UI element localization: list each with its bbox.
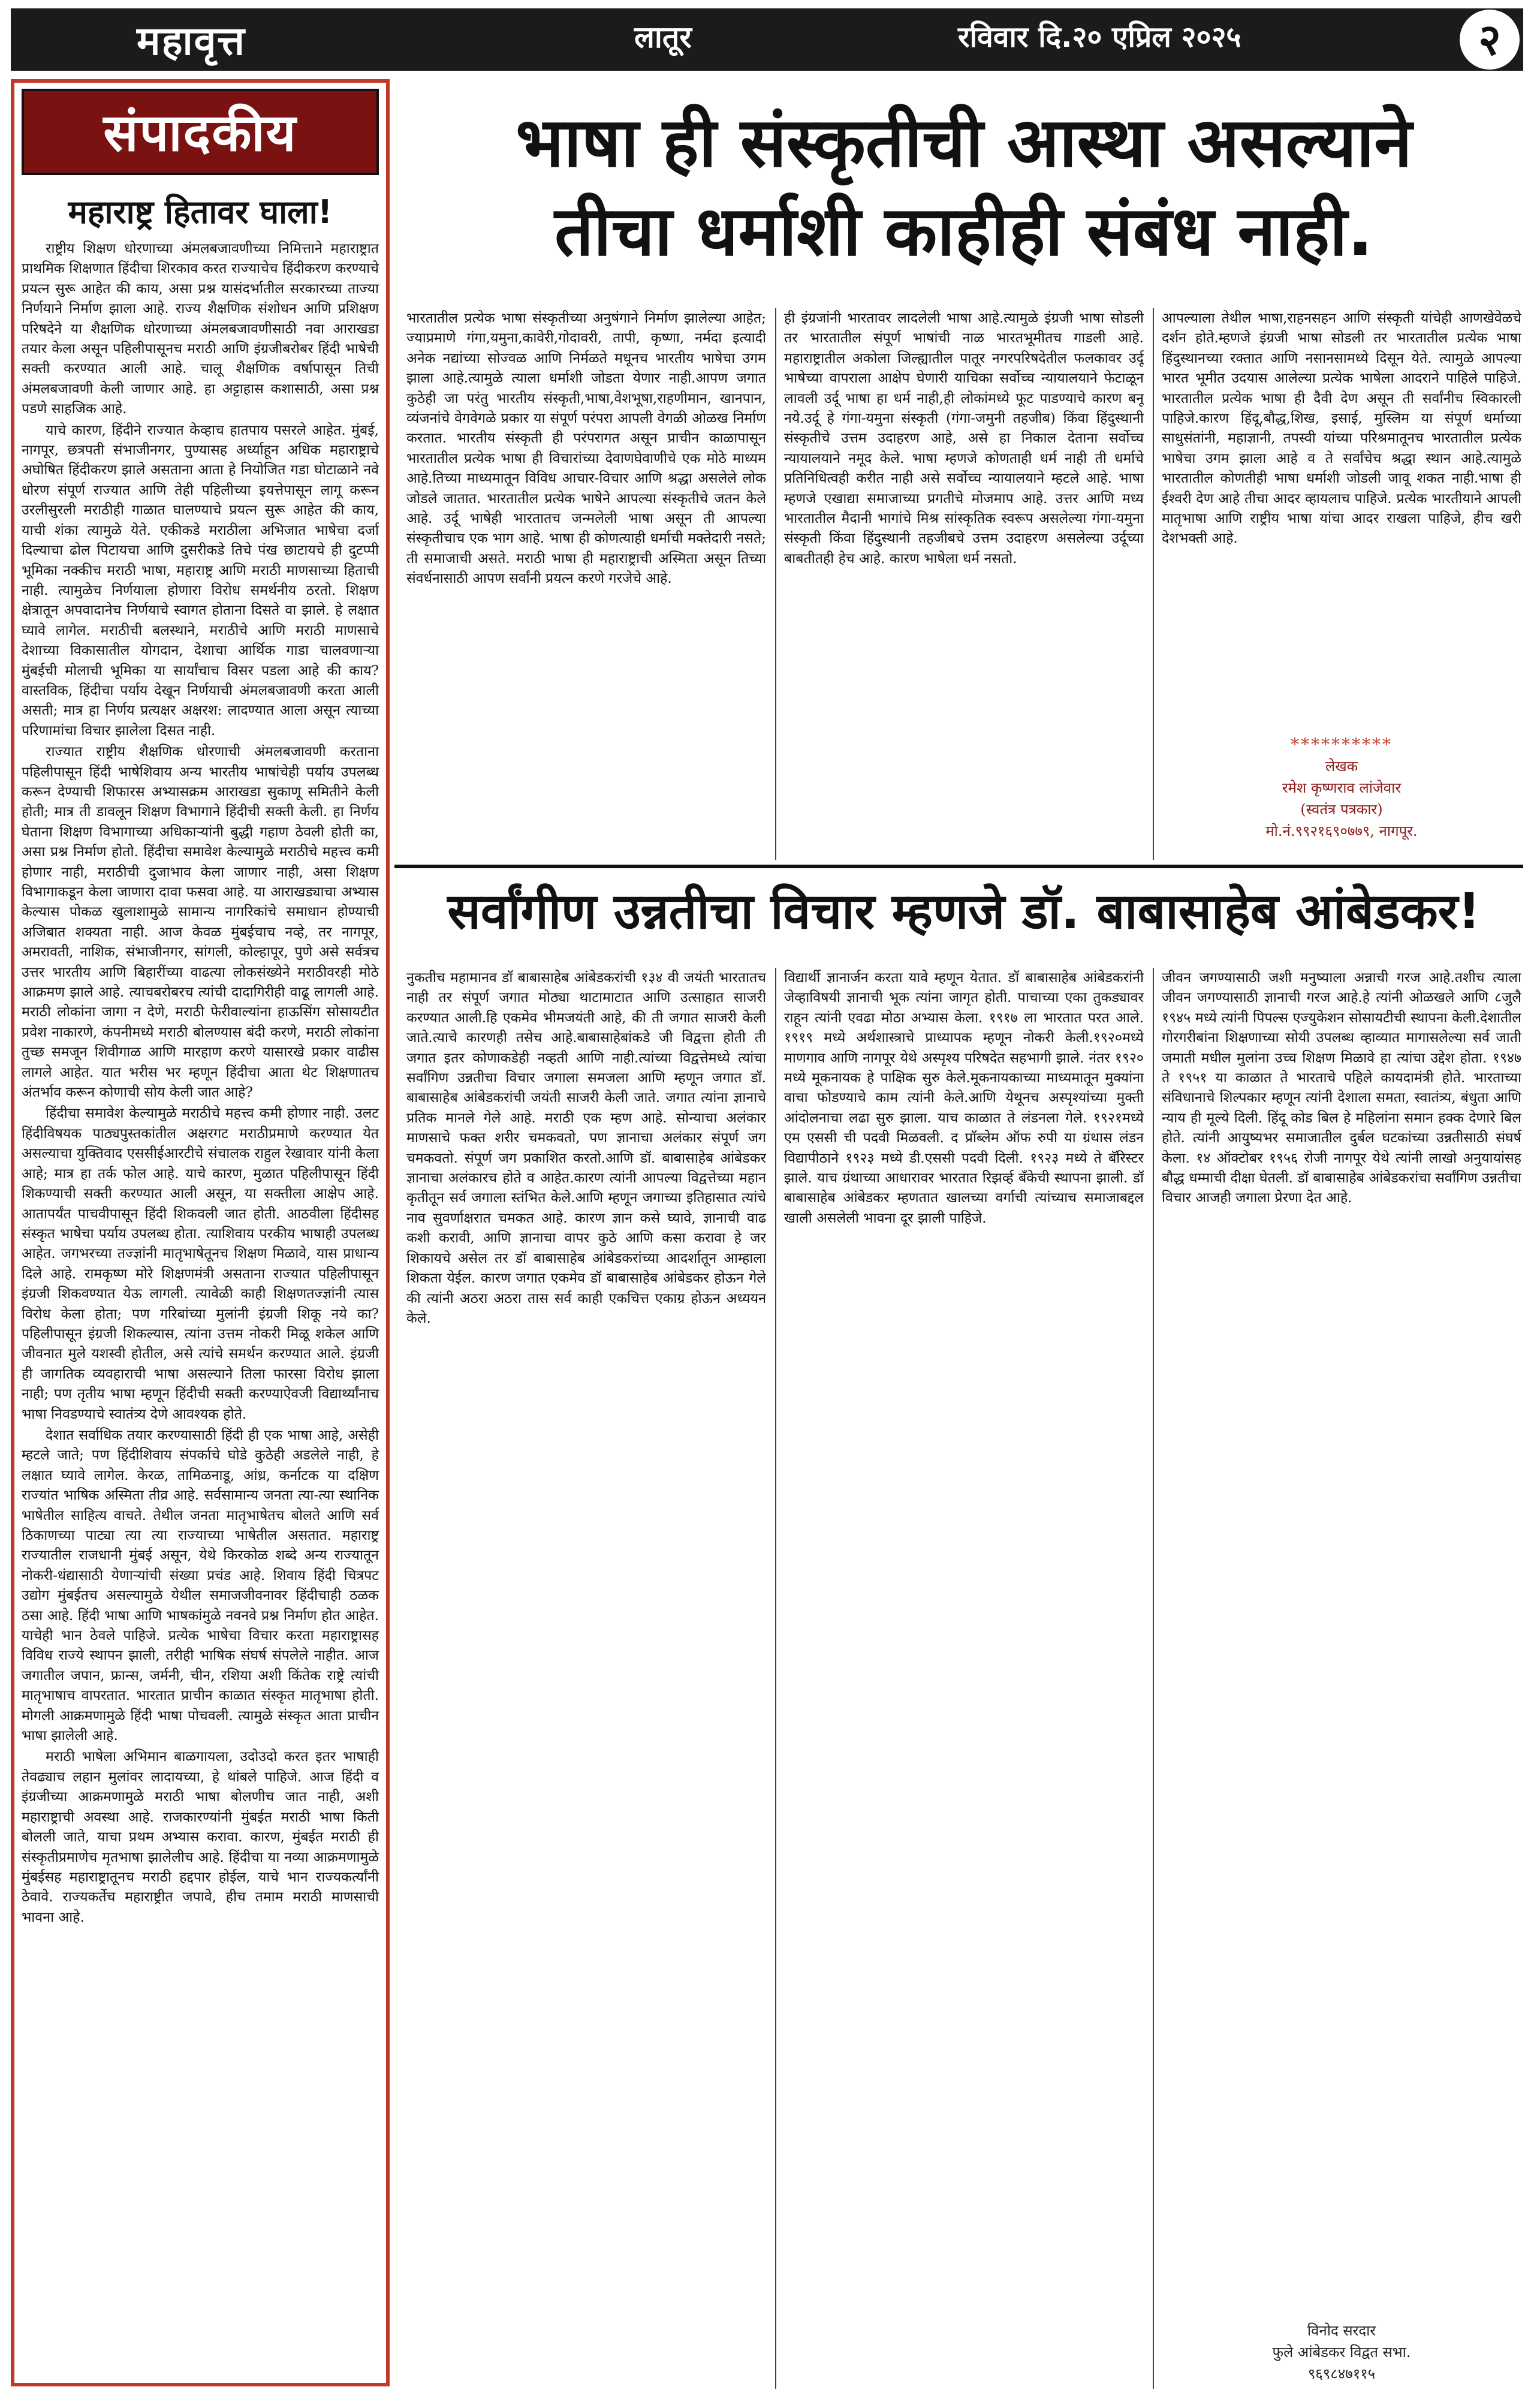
- edition-city: लातूर: [634, 20, 692, 55]
- editorial-paragraph: राष्ट्रीय शिक्षण धोरणाच्या अंमलबजावणीच्या निमित्ताने महाराष्ट्रात प्राथमिक शिक्षणात हिंदीचा शिरकाव करत राज्याचेच हिंदीकरण करण्याचे प्रयत्न सुरू आहेत की काय, असा प्रश्न यासंदर्भातील सरकारच्या ताज्या निर्णयाने निर्माण झाला आहे. राज्य शैक्षणिक संशोधन आणि प्रशिक्षण परिषदेने या शैक्षणिक धोरणाच्या अंमलबजावणीसाठी नवा आराखडा तयार केला असून पहिलीपासूनच मराठी आणि इंग्रजीबरोबर हिंदी भाषेची सक्ती करण्यात आली आहे. चालू शैक्षणिक वर्षापासून तिची अंमलबजावणी केली जाणार आहे. हा अट्टाहास कशासाठी, असा प्रश्न पडणे साहजिक आहे.: [22, 240, 379, 417]
- editorial-paragraph: देशात सर्वाधिक तयार करण्यासाठी हिंदी ही एक भाषा आहे, असेही म्हटले जाते; पण हिंदीशिवाय संपर्काचे घोडे कुठेही अडलेले नाही, हे लक्षात घ्यावे लागेल. केरळ, तामिळनाडू, आंध्र, कर्नाटक या दक्षिण राज्यांत भाषिक अस्मिता तीव्र आहे. सर्वसामान्य जनता त्या-त्या स्थानिक भाषेतील साहित्य वाचते. तेथील जनता मातृभाषेतच बोलते आणि सर्व ठिकाणच्या पाट्या त्या त्या राज्याच्या भाषेतील असतात. महाराष्ट्र राज्यातील राजधानी मुंबई असून, येथे किरकोळ शब्दे अन्य राज्यातून नोकरी-धंद्यासाठी येणाऱ्यांची संख्या प्रचंड आहे. शिवाय हिंदी चित्रपट उद्योग मुंबईतच असल्यामुळे येथील समाजजीवनावर हिंदीचाही ठळक ठसा आहे. हिंदी भाषा आणि भाषकांमुळे नवनवे प्रश्न निर्माण होत आहेत. याचेही भान ठेवले पाहिजे. प्रत्येक भाषेचा विचार करता महाराष्ट्रासह विविध राज्ये स्थापन झाली, तरीही भाषिक संघर्ष संपलेले नाहीत. आज जगातील जपान, फ्रान्स, जर्मनी, चीन, रशिया अशी किंतेक राष्ट्रे त्यांची मातृभाषाच वापरतात. भारतात प्राचीन काळात संस्कृत मातृभाषा होती. मोगली आक्रमणामुळे हिंदी भाषा पोचवली. त्यामुळे संस्कृत आता प्राचीन भाषा झालेली आहे.: [22, 1426, 379, 1744]
- issue-date: रविवार दि.२० एप्रिल २०२५: [958, 20, 1241, 54]
- article1-headline-line: भाषा ही संस्कृतीची आस्था असल्याने: [516, 103, 1412, 182]
- article2-column: विद्यार्थी ज्ञानार्जन करता यावे म्हणून येतात. डॉ बाबासाहेब आंबेडकरांनी जेव्हाविषयी ज्ञानाची भूक त्यांना जागृत होती. पाचाच्या एका तुकड्यावर राहून त्यांनी एवढा मोठा अभ्यास केला. १९१७ ला भारतात परत आले. १९१९ मध्ये अर्थशास्त्राचे प्राध्यापक म्हणून नोकरी केली.१९२०मध्ये माणगाव आणि नागपूर येथे अस्पृश्य परिषदेत सहभागी झाले. नंतर १९२० मध्ये मूकनायक हे पाक्षिक सुरु केले.मूकनायकाच्या माध्यमातून मुक्यांना वाचा फोडण्याचे काम त्यांनी केले.आणि येथूनच अस्पृश्यांच्या मुक्ती आंदोलनाचा लढा सुरु झाला. याच काळात ते लंडनला गेले. १९२१मध्ये एम एससी ची पदवी मिळवली. द प्रॉब्लेम ऑफ रुपी या ग्रंथास लंडन विद्यापीठाने १९२३ मध्ये डी.एससी पदवी दिली. १९२३ मध्ये ते बॅरिस्टर झाले. याच ग्रंथाच्या आधारावर भारतात रिझर्व्ह बँकेची स्थापना झाली. डॉ बाबासाहेब आंबेडकर म्हणतात खालच्या वर्गाची त्यांच्याच समाजाबद्दल खाली असलेली भावना दूर झाली पाहिजे.: [784, 970, 1144, 1226]
- signature-title: (स्वतंत्र पत्रकार): [1300, 801, 1383, 818]
- editorial-banner: संपादकीय: [22, 89, 379, 175]
- signature-phone: ९६९८४७११५: [1307, 2365, 1376, 2382]
- column-rule: [775, 308, 776, 860]
- page-header: [11, 8, 1523, 71]
- article-divider: [394, 865, 1523, 868]
- article1-headline: [406, 98, 1521, 276]
- signature-org: फुले आंबेडकर विद्वत सभा.: [1272, 2344, 1411, 2361]
- article1-column: आपल्याला तेथील भाषा,राहनसहन आणि संस्कृती यांचेही आणखेवेळचे दर्शन होते.म्हणजे इंग्रजी भाषा सोडली तर भारतातील प्रत्येक भाषा हिंदुस्थानच्या रक्तात आणि नसानसामध्ये दिसून येते. त्यामुळे आपल्या भारत भूमीत उदयास आलेल्या प्रत्येक भाषेला आदराने पाहिले पाहिजे. भारतातील प्रत्येक भाषा ही दैवी देण असून ती सर्वांनीच स्विकारली पाहिजे.कारण हिंदू,बौद्ध,शिख, इसाई, मुस्लिम या संपूर्ण धर्माच्या साधुसंतांनी, महाज्ञानी, तपस्वी यांच्या परिश्रमातूनच भारतातील प्रत्येक भाषेचा उगम झाला आहे व ते सर्वांचेच श्रद्धा स्थान आहे.त्यामुळे भारतातील कोणतीही भाषा धर्माशी जोडली जावू शकत नाही.भाषा ही ईश्वरी देण आहे तीचा आदर व्हायलाच पाहिजे. प्रत्येक भारतीयाने आपली मातृभाषा आणि राष्ट्रीय भाषा यांचा आदर राखला पाहिजे, हीच खरी देशभक्ती आहे.: [1162, 310, 1521, 547]
- editorial-body: [22, 239, 379, 1927]
- column-rule: [1153, 968, 1154, 2389]
- signature-stars: **********: [1291, 735, 1393, 754]
- article2-column: जीवन जगण्यासाठी जशी मनुष्याला अन्नाची गरज आहे.तशीच त्याला जीवन जगण्यासाठी ज्ञानाची गरज आहे.हे त्यांनी ओळखले आणि ८जुलै १९४५ मध्ये त्यांनी पिपल्स एज्युकेशन सोसायटीची स्थापना केली.देशातील गोरगरीबांना शिक्षणाच्या सोयी उपलब्ध व्हाव्यात मागासलेल्या सर्व जाती जमाती मधील मुलांना उच्च शिक्षण मिळावे हा त्यांचा उद्देश होता. १९४७ ते १९५१ या काळात ते भारताचे पहिले कायदामंत्री होते. भारताच्या संविधानाचे शिल्पकार म्हणून त्यांनी देशाला समता, स्वातंत्र्य, बंधुता आणि न्याय ही मूल्ये दिली. हिंदू कोड बिल हे महिलांना समान हक्क देणारे बिल होते. त्यांनी आयुष्यभर समाजातील दुर्बल घटकांच्या उन्नतीसाठी संघर्ष केला. १४ ऑक्टोबर १९५६ रोजी नागपूर येथे त्यांनी लाखो अनुयायांसह बौद्ध धम्माची दीक्षा घेतली. डॉ बाबासाहेब आंबेडकरांचा सर्वांगिण उन्नतीचा विचार आजही जगाला प्रेरणा देत आहे.: [1162, 970, 1521, 1206]
- signature-name: रमेश कृष्णराव लांजेवार: [1282, 779, 1402, 796]
- article1-column: ही इंग्रजांनी भारतावर लादलेली भाषा आहे.त्यामुळे इंग्रजी भाषा सोडली तर भारतातील संपूर्ण भाषांची नाळ भारतभूमीतच गाडली आहे. महाराष्ट्रातील अकोला जिल्ह्यातील पातूर नगरपरिषदेतील फलकावर उर्दू भाषेच्या वापराला आक्षेप घेणारी याचिका सर्वोच्च न्यायालयाने फेटाळून लावली उर्दू भाषा हा धर्म नाही,ही लोकांमध्ये फूट पाडण्याचे कारण बनू नये.उर्दू हे गंगा-यमुना संस्कृती (गंगा-जमुनी तहजीब) किंवा हिंदुस्थानी संस्कृतीचे उत्तम उदाहरण आहे, असे हा निकाल देताना सर्वोच्च न्यायालयाने नमूद केले. भाषा म्हणजे कोणताही धर्म नाही ती धर्माचे प्रतिनिधित्वही करीत नाही असे सर्वोच्च न्यायालयाने म्हटले आहे. भाषा म्हणजे एखाद्या समाजाच्या प्रगतीचे मोजमाप आहे. उत्तर आणि मध्य भारतातील मैदानी भागांचे मिश्र सांस्कृतिक स्वरूप असलेल्या गंगा-यमुना संस्कृती किंवा हिंदुस्थानी तहजीबचे उत्तम उदाहरण असलेल्या उर्दूच्या बाबतीतही हेच आहे. कारण भाषेला धर्म नसतो.: [784, 310, 1144, 567]
- signature-role: लेखक: [1325, 758, 1358, 775]
- article1-signature: [1162, 734, 1521, 842]
- signature-name: विनोद सरदार: [1307, 2322, 1376, 2339]
- editorial-paragraph: याचे कारण, हिंदीने राज्यात केव्हाच हातपाय पसरले आहेत. मुंबई, नागपूर, छत्रपती संभाजीनगर, पुण्यासह अर्ध्याहून अधिक महाराष्ट्राचे अघोषित हिंदीकरण झाले असताना आता हे नियोजित गडा घोटाळाने नवे धोरण संपूर्ण राज्यात आणि तेही पहिलीच्या इयत्तेपासून लागू करून उरलीसुरली मराठीही गाळात घालण्याचे प्रयत्न सुरू आहेत की काय, याची शंका त्यामुळे येते. एकीकडे मराठीला अभिजात भाषेचा दर्जा दिल्याचा ढोल पिटायचा आणि दुसरीकडे तिचे पंख छाटायचे ही दुटप्पी भूमिका नक्कीच मराठी भाषा, महाराष्ट्र आणि मराठी माणसाच्या हिताची नाही. त्यामुळेच निर्णयाला होणारा विरोध समर्थनीय ठरतो. शिक्षण क्षेत्रातून अपवादानेच निर्णयाचे स्वागत होताना दिसते वा झाले. हे लक्षात घ्यावे लागेल. मराठीची बलस्थाने, मराठीचे आणि मराठी माणसाचे देशाच्या विकासातील योगदान, देशाचा आर्थिक गाडा चालवणाऱ्या मुंबईची मोलाची भूमिका या सार्यांचाच विसर पडला आहे की काय? वास्तविक, हिंदीचा पर्याय देखून निर्णयाची अंमलबजावणी करता आली असती; मात्र हा निर्णय प्रत्यक्षर अक्षरश: लादण्यात आला असून त्याच्या परिणामांचा विचार झालेला दिसत नाही.: [22, 422, 379, 739]
- editorial-title: महाराष्ट्र हितावर घाला!: [68, 193, 333, 231]
- editorial-column: [11, 79, 390, 2386]
- editorial-paragraph: हिंदीचा समावेश केल्यामुळे मराठीचे महत्त्व कमी होणार नाही. उलट हिंदीविषयक पाठ्यपुस्तकांतील अक्षरगट मराठीप्रमाणे करण्यात येत असल्याचा युक्तिवाद एससीईआरटीचे संचालक राहुल रेखावार यांनी केला आहे; मात्र हा तर्क फोल आहे. याचे कारण, मुळात पहिलीपासून हिंदी शिकण्याची सक्ती करण्यात आली असून, या सक्तीला आक्षेप आहे. आतापर्यंत पाचवीपासून हिंदी शिकवली जात होती. आठवीला हिंदीसह संस्कृत भाषेचा पर्याय उपलब्ध होता. त्याशिवाय परकीय भाषाही उपलब्ध आहेत. जगभरच्या तज्ज्ञांनी मातृभाषेतूनच शिक्षण मिळावे, यास प्राधान्य दिले आहे. रामकृष्ण मोरे शिक्षणमंत्री असताना राज्यात पहिलीपासून इंग्रजी शिकवण्यात येऊ लागली. त्यावेळी काही शिक्षणतज्ज्ञांनी त्यास विरोध केला होता; पण गरिबांच्या मुलांनी इंग्रजी शिकू नये का? पहिलीपासून इंग्रजी शिकल्यास, त्यांना उत्तम नोकरी मिळू शकेल आणि जीवनात मुले यशस्वी होतील, असे त्यांचे समर्थन करण्यात आले. इंग्रजी ही जागतिक व्यवहाराची भाषा असल्याने तिला फारसा विरोध झाला नाही; पण तृतीय भाषा म्हणून हिंदीची सक्ती करण्याऐवजी विद्यार्थ्यांनाच भाषा निवडण्याचे स्वातंत्र्य देणे आवश्यक होते.: [22, 1105, 379, 1422]
- article1-column: भारतातील प्रत्येक भाषा संस्कृतीच्या अनुषंगाने निर्माण झालेल्या आहेत; ज्याप्रमाणे गंगा,यमुना,कावेरी,गोदावरी, तापी, कृष्णा, नर्मदा इत्यादी अनेक नद्यांच्या सोज्वळ आणि निर्मळते मधूनच भारतीय भाषेचा उगम झाला आहे.त्यामुळे त्याला धर्माशी जोडता येणार नाही.आपण जगात कुठेही जा परंतु भारतीय संस्कृती,भाषा,वेशभूषा,राहणीमान, खानपान, व्यंजनांचे वेगवेगळे प्रकार या संपूर्ण परंपरा आपली वेगळी ओळख निर्माण करतात. भारतीय संस्कृती ही परंपरागत असून प्राचीन काळापासून भारतातील प्रत्येक भाषा ही विचारांच्या देवाणघेवाणीचे एक मोठे माध्यम आहे.तिच्या माध्यमातून विविध आचार-विचार आणि श्रद्धा असलेले लोक जोडले जातात. भारतातील प्रत्येक भाषेने आपल्या संस्कृतीचे जतन केले आहे. उर्दू भाषेही भारतातच जन्मलेली भाषा असून ती आपल्या संस्कृतीचाच एक भाग आहे. भाषा ही कोणत्याही धर्माची मक्तेदारी नसते; ती समाजाची असते. मराठी भाषा ही महाराष्ट्राची अस्मिता असून तिच्या संवर्धनासाठी आपण सर्वांनी प्रयत्न करणे गरजेचे आहे.: [406, 310, 766, 587]
- column-rule: [1153, 308, 1154, 860]
- column-rule: [775, 968, 776, 2389]
- article2-column: नुकतीच महामानव डॉ बाबासाहेब आंबेडकरांची १३४ वी जयंती भारतातच नाही तर संपूर्ण जगात मोठ्या थाटामाटात आणि उत्साहात साजरी करण्यात आली.हि एकमेव भीमजयंती आहे, की ती जगात साजरी केली जाते.त्याचे कारणही तसेच आहे.बाबासाहेबांकडे जी विद्वत्ता होती ती जगात इतर कोणाकडेही नव्हती आणि नाही.त्यांच्या विद्वत्तेमध्ये त्यांचा सर्वांगिण उन्नतीचा विचार जगाला समजला आणि म्हणून जगात डॉ. बाबासाहेब आंबेडकरांची जयंती साजरी केली जाते. जगात त्यांना ज्ञानाचे प्रतिक मानले गेले आहे. मराठी एक म्हण आहे. सोन्याचा अलंकार माणसाचे फक्त शरीर चमकवतो, पण ज्ञानाचा अलंकार संपूर्ण जग चमकवतो. संपूर्ण जग प्रकाशित करतो.आणि डॉ. बाबासाहेब आंबेडकर ज्ञानाचा अलंकारच होते व आहेत.कारण त्यांनी आपल्या विद्वत्तेच्या महान कृतीतून सर्व जगाला स्तंभित केले.आणि म्हणून जगाच्या इतिहासात त्यांचे नाव सुवर्णाक्षरात चमकत आहे. कारण ज्ञान कसे घ्यावे, ज्ञानाची वाढ कशी करावी, आणि ज्ञानाचा वापर कुठे आणि कसा करावा हे जर शिकायचे असेल तर डॉ बाबासाहेब आंबेडकरांच्या आदर्शातून आम्हाला शिकता येईल. कारण जगात एकमेव डॉ बाबासाहेब आंबेडकर होऊन गेले की त्यांनी अठरा अठरा तास सर्व काही एकचित्त एकाग्र होऊन अध्ययन केले.: [406, 970, 766, 1326]
- article2-body: [406, 968, 1521, 2389]
- article2-headline: सर्वांगीण उन्नतीचा विचार म्हणजे डॉ. बाबासाहेब आंबेडकर!: [447, 883, 1481, 940]
- page-number-badge: २: [1460, 10, 1520, 70]
- paper-name: महावृत्त: [137, 17, 246, 64]
- editorial-paragraph: राज्यात राष्ट्रीय शैक्षणिक धोरणाची अंमलबजावणी करताना पहिलीपासून हिंदी भाषेशिवाय अन्य भारतीय भाषांचेही पर्याय उपलब्ध करून देण्याची शिफारस अभ्यासक्रम आराखडा सुकाणू समितीने केली होती; मात्र ती डावलून शिक्षण विभागाने हिंदीची सक्ती केली. हा निर्णय घेताना शिक्षण विभागाच्या अधिकाऱ्यांनी बुद्धी गहाण ठेवली होती का, असा प्रश्न निर्माण होतो. हिंदीचा समावेश केल्यामुळे मराठीचे महत्त्व कमी होणार नाही, मराठीची दुजाभाव केला जाणार नाही, असा शिक्षण विभागाकडून केला जाणारा दावा फसवा आहे. या आराखड्याचा अभ्यास केल्यास पोकळ खुलाशामुळे सामान्य नागरिकांचे समाधान होण्याची अजिबात शक्यता नाही. आज केवळ मुंबईचाच नव्हे, तर नागपूर, अमरावती, नाशिक, संभाजीनगर, सांगली, कोल्हापूर, पुणे असे सर्वत्रच उत्तर भारतीय आणि बिहारींच्या वाढत्या लोकसंख्येने मराठीवरही मोठे आक्रमण झाले आहे. त्याचबरोबरच त्यांची दादागिरीही वाढू लागली आहे. मराठी लोकांना जागा न देणे, मराठी फेरीवाल्यांना हाऊसिंग सोसायटीत प्रवेश नाकारणे, कंपनीमध्ये मराठी बोलण्यास बंदी करणे, मराठी लोकांना तुच्छ समजून शिवीगाळ आणि मारहाण करणे यासारखे प्रकार वाढीस लागले आहेत. यात भरीस भर म्हणून हिंदीचा आता थेट शिक्षणातच अंतर्भाव करून कोणाची सोय केली जात आहे?: [22, 744, 379, 1101]
- newspaper-page: [11, 8, 1523, 2400]
- signature-contact: मो.नं.९९२१६९०७७९, नागपूर.: [1265, 823, 1418, 839]
- editorial-paragraph: मराठी भाषेला अभिमान बाळगायला, उदोउदो करत इतर भाषाही तेवढ्याच लहान मुलांवर लादायच्या, हे थांबले पाहिजे. आज हिंदी व इंग्रजीच्या आक्रमणामुळे मराठी भाषा बोलणीच जात नाही, अशी महाराष्ट्राची अवस्था आहे. राजकारण्यांनी मुंबईत मराठी भाषा किती बोलली जाते, याचा प्रथम अभ्यास करावा. कारण, मुंबईत मराठी ही संस्कृतीप्रमाणेच मृतभाषा झालेलीच आहे. हिंदीचा या नव्या आक्रमणामुळे मुंबईसह महाराष्ट्रातूनच मराठी हद्दपार होईल, याचे भान राज्यकर्त्यांनी ठेवावे. राज्यकर्तेच महाराष्ट्रीत जपावे, हीच तमाम मराठी माणसाची भावना आहे.: [22, 1748, 379, 1925]
- article2-signature: [1162, 2320, 1521, 2385]
- article1-headline-line: तीचा धर्माशी काहीही संबंध नाही.: [554, 191, 1373, 271]
